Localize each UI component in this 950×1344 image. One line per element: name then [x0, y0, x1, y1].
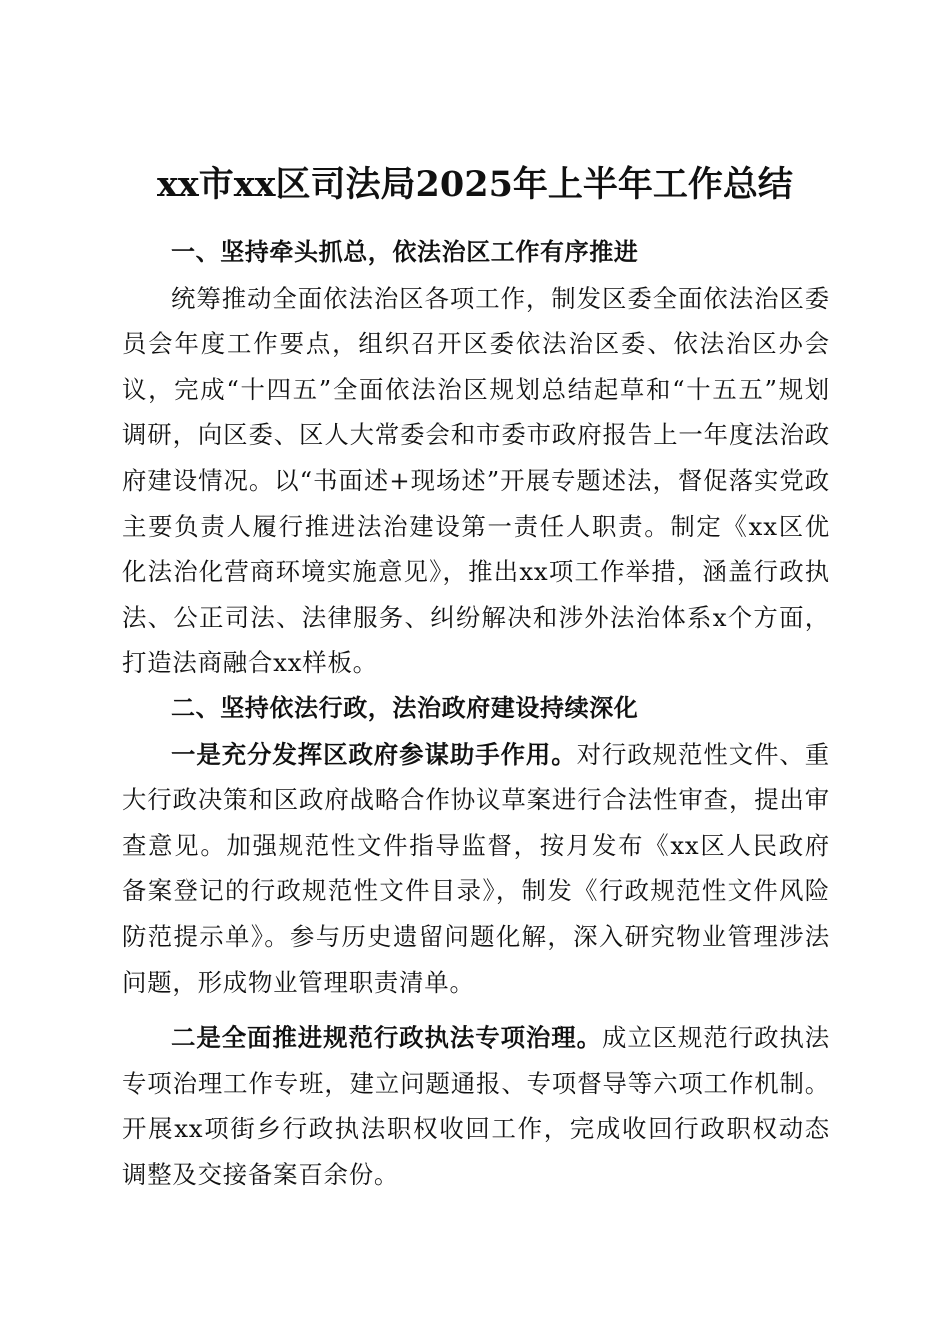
paragraph-text: 成立区规范行政执法专项治理工作专班，建立问题通报、专项督导等六项工作机制。开展xx项街乡行政执法职权收回工作，完成收回行政职权动态调整及交接备案百余份。	[122, 1023, 830, 1189]
paragraph-text: 对行政规范性文件、重大行政决策和区政府战略合作协议草案进行合法性审查，提出审查意见。加强规范性文件指导监督，按月发布《xx区人民政府备案登记的行政规范性文件目录》，制发《行政规范性文件风险防范提示单》。参与历史遗留问题化解，深入研究物业管理涉法问题，形成物业管理职责清单。	[122, 739, 830, 997]
section-heading-1: 一、坚持牵头抓总，依法治区工作有序推进	[171, 238, 639, 266]
section-heading-2: 二、坚持依法行政，法治政府建设持续深化	[171, 693, 639, 722]
document-title: xx市xx区司法局2025年上半年工作总结	[157, 164, 793, 206]
document-body	[122, 230, 830, 1197]
paragraph-lead: 二是全面推进规范行政执法专项治理。	[171, 1023, 602, 1053]
section-2-paragraph-1	[122, 732, 830, 1006]
section-2-paragraph-2	[122, 1015, 830, 1197]
paragraph-lead: 一是充分发挥区政府参谋助手作用。	[171, 739, 577, 769]
section-1-paragraph-1	[122, 276, 830, 686]
paragraph-text: 统筹推动全面依法治区各项工作，制发区委全面依法治区委员会年度工作要点，组织召开区委依法治区委、依法治区办会议，完成“十四五”全面依法治区规划总结起草和“十五五”规划调研，向区委、区人大常委会和市委市政府报告上一年度法治政府建设情况。以“书面述+现场述”开展专题述法，督促落实党政主要负责人履行推进法治建设第一责任人职责。制定《xx区优化法治化营商环境实施意见》，推出xx项工作举措，涵盖行政执法、公正司法、法律服务、纠纷解决和涉外法治体系x个方面，打造法商融合xx样板。	[122, 283, 830, 678]
